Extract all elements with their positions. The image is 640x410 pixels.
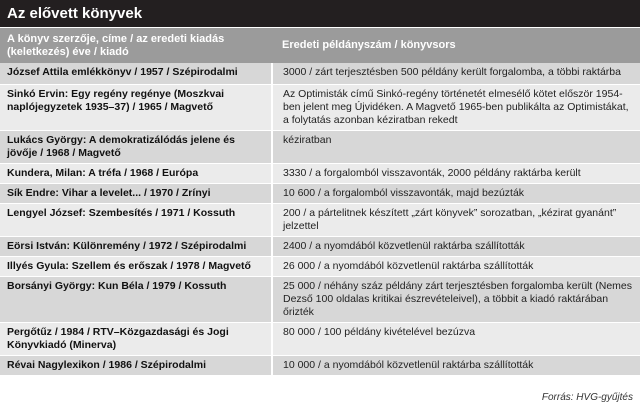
table-row <box>0 322 640 355</box>
cell-fate: 26 000 / a nyomdából közvetlenül raktárba szállították <box>272 256 640 276</box>
cell-book: Eörsi István: Különremény / 1972 / Szépirodalmi <box>0 236 272 256</box>
cell-book: Illyés Gyula: Szellem és erőszak / 1978 / Magvető <box>0 256 272 276</box>
cell-fate: 10 000 / a nyomdából közvetlenül raktárba szállították <box>272 355 640 375</box>
table-row <box>0 84 640 130</box>
cell-fate: 200 / a pártelitnek készített „zárt könyvek” sorozatban, „kézirat gyanánt” jelzettel <box>272 203 640 236</box>
title-bar <box>0 0 640 27</box>
cell-book: Pergőtűz / 1984 / RTV–Közgazdasági és Jogi Könyvkiadó (Minerva) <box>0 322 272 355</box>
table-row <box>0 276 640 322</box>
source-note: Forrás: HVG-gyűjtés <box>541 392 633 403</box>
table-row <box>0 130 640 163</box>
cell-fate: 10 600 / a forgalomból visszavonták, majd bezúzták <box>272 183 640 203</box>
table-header-row <box>0 28 640 63</box>
cell-book: Lengyel József: Szembesítés / 1971 / Kossuth <box>0 203 272 236</box>
table-row <box>0 256 640 276</box>
cell-fate: Az Optimisták című Sinkó-regény történetét elmesélő kötet először 1954-ben jelent meg Újvidéken. A Magvető 1965-ben publikálta az Optimistákat, a folytatás azonban kéziratban rekedt <box>272 84 640 130</box>
header-book: A könyv szerzője, címe / az eredeti kiadás (keletkezés) éve / kiadó <box>0 28 272 63</box>
table-row <box>0 63 640 84</box>
cell-book: Révai Nagylexikon / 1986 / Szépirodalmi <box>0 355 272 375</box>
cell-fate: 3000 / zárt terjesztésben 500 példány került forgalomba, a többi raktárba <box>272 63 640 84</box>
table-row <box>0 163 640 183</box>
cell-book: Kundera, Milan: A tréfa / 1968 / Európa <box>0 163 272 183</box>
page-title: Az elővett könyvek <box>7 5 143 22</box>
cell-fate: 2400 / a nyomdából közvetlenül raktárba szállították <box>272 236 640 256</box>
cell-book: Sinkó Ervin: Egy regény regénye (Moszkvai naplójegyzetek 1935–37) / 1965 / Magvető <box>0 84 272 130</box>
cell-fate: 3330 / a forgalomból visszavonták, 2000 példány raktárba került <box>272 163 640 183</box>
cell-fate: kéziratban <box>272 130 640 163</box>
cell-fate: 25 000 / néhány száz példány zárt terjesztésben forgalomba került (Nemes Dezső 100 oldalas kritikai észrevételeivel), a többit a kiadó raktárában őrizték <box>272 276 640 322</box>
table-row <box>0 183 640 203</box>
cell-book: Lukács György: A demokratizálódás jelene és jövője / 1968 / Magvető <box>0 130 272 163</box>
cell-book: Borsányi György: Kun Béla / 1979 / Kossuth <box>0 276 272 322</box>
books-table <box>0 28 640 376</box>
cell-book: Sík Endre: Vihar a levelet... / 1970 / Zrínyi <box>0 183 272 203</box>
table-row <box>0 236 640 256</box>
cell-book: József Attila emlékkönyv / 1957 / Szépirodalmi <box>0 63 272 84</box>
header-fate: Eredeti példányszám / könyvsors <box>272 28 640 63</box>
table-row <box>0 355 640 375</box>
cell-fate: 80 000 / 100 példány kivételével bezúzva <box>272 322 640 355</box>
table-row <box>0 203 640 236</box>
